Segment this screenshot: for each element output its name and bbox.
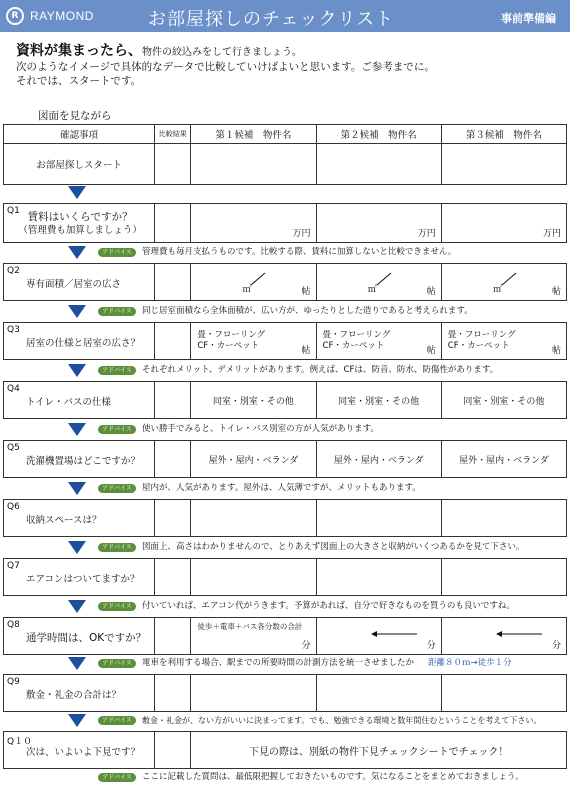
q7-text: エアコンはついてますか？ — [26, 574, 140, 585]
q6-cand1[interactable] — [191, 500, 316, 537]
q3-cand1[interactable]: 畳・フローリング CF・カーペット 帖 — [191, 323, 316, 360]
q5-cand2[interactable]: 屋外・屋内・ベランダ — [316, 441, 441, 478]
compare-cell[interactable] — [155, 144, 191, 185]
q7-cand1[interactable] — [191, 559, 316, 596]
q2-cand2[interactable]: ㎡ 帖 — [316, 264, 441, 301]
intro-text — [16, 44, 556, 88]
left-arrow-icon — [496, 631, 542, 637]
q7-num: Q7 — [7, 561, 20, 571]
down-arrow-icon — [68, 305, 86, 318]
q2-compare[interactable] — [155, 264, 191, 301]
intro-lead-small: 物件の絞込みをして行きましょう。 — [142, 47, 302, 58]
q9-cand1[interactable] — [191, 675, 316, 712]
advice-badge: アドバイス — [98, 484, 136, 493]
down-arrow-icon — [68, 364, 86, 377]
advice-row-q4 — [0, 423, 570, 437]
advice-badge: アドバイス — [98, 425, 136, 434]
cand2-cell[interactable] — [316, 144, 441, 185]
q1-cand1[interactable]: 万円 — [191, 204, 316, 243]
logo-r-icon: R — [6, 7, 24, 25]
q5-cand3[interactable]: 屋外・屋内・ベランダ — [441, 441, 566, 478]
q3-question — [4, 323, 155, 360]
q2-cand1[interactable]: ㎡ 帖 — [191, 264, 316, 301]
q9-compare[interactable] — [155, 675, 191, 712]
q1-num: Q1 — [7, 206, 20, 216]
header-compare: 比較結果 — [155, 125, 191, 144]
q6-text: 収納スペースは？ — [26, 515, 102, 526]
advice-text: 敷金・礼金が、ない方がいいに決まってます。でも、勉強できる環境と数年間住むということを考えて下さい。 — [142, 716, 542, 725]
advice-text: 図面上、高さはわかりませんので、とりあえず図面上の大きさと収納がいくつあるかを見て下さい。 — [142, 542, 525, 552]
q8-question — [4, 618, 155, 655]
q8-cand3[interactable]: 分 — [441, 618, 566, 655]
header-cand3: 第３候補 物件名 — [441, 125, 566, 144]
q5-num: Q5 — [7, 443, 20, 453]
header-cand1: 第１候補 物件名 — [191, 125, 316, 144]
q1-table — [3, 203, 567, 243]
q3-num: Q3 — [7, 325, 20, 335]
q5-question — [4, 441, 155, 478]
logo-text: RAYMOND — [30, 9, 94, 23]
q5-compare[interactable] — [155, 441, 191, 478]
q7-question — [4, 559, 155, 596]
q2-text: 専有面積／居室の広さ — [26, 279, 122, 290]
q1-subtext: （管理費も加算しましょう） — [18, 225, 142, 236]
q3-text: 居室の仕様と居室の広さ？ — [26, 338, 141, 349]
q1-text: 賃料はいくらですか？ — [27, 211, 133, 223]
advice-row-q10 — [0, 771, 570, 785]
caption: 図面を見ながら — [38, 110, 112, 122]
advice-row-q5 — [0, 482, 570, 496]
advice-text: 管理費も毎月支払うものです。比較する際、賃料に加算しないと比較できません。 — [142, 247, 457, 257]
q7-compare[interactable] — [155, 559, 191, 596]
down-arrow-icon — [68, 482, 86, 495]
q4-cand3[interactable]: 同室・別室・その他 — [441, 382, 566, 419]
advice-row-q1 — [0, 246, 570, 260]
start-label: お部屋探しスタート — [4, 144, 155, 185]
q6-compare[interactable] — [155, 500, 191, 537]
q10-compare[interactable] — [155, 732, 191, 769]
advice-badge: アドバイス — [98, 773, 136, 782]
q2-cand3[interactable]: ㎡ 帖 — [441, 264, 566, 301]
q3-table — [3, 322, 567, 360]
down-arrow-icon — [68, 714, 86, 727]
header-item: 確認事項 — [4, 125, 155, 144]
q7-cand3[interactable] — [441, 559, 566, 596]
advice-text: ここに記載した質問は、最低限把握しておきたいものです。気になることをまとめておきましょう。 — [142, 772, 524, 782]
q8-cand1[interactable]: 徒歩＋電車＋バス各分数の合計 分 — [191, 618, 316, 655]
header-banner — [0, 0, 570, 32]
q3-compare[interactable] — [155, 323, 191, 360]
q6-table — [3, 499, 567, 537]
q8-cand2[interactable]: 分 — [316, 618, 441, 655]
advice-note: 距離８０ｍ→徒歩１分 — [428, 658, 512, 668]
q4-table — [3, 381, 567, 419]
advice-text: 同じ居室面積なら全体面積が、広い方が、ゆったりとした造りであると考えられます。 — [142, 306, 473, 316]
q2-table — [3, 263, 567, 301]
q1-cand3[interactable]: 万円 — [441, 204, 566, 243]
q9-cand3[interactable] — [441, 675, 566, 712]
q8-text: 通学時間は、OKですか？ — [26, 632, 147, 644]
advice-row-q2 — [0, 305, 570, 319]
left-arrow-icon — [371, 631, 417, 637]
q6-cand3[interactable] — [441, 500, 566, 537]
header-cand2: 第２候補 物件名 — [316, 125, 441, 144]
q4-cand1[interactable]: 同室・別室・その他 — [191, 382, 316, 419]
advice-text: 付いていれば、エアコン代がうきます。予算があれば、自分で好きなものを買うのも良いですね。 — [142, 601, 515, 611]
down-arrow-icon — [68, 541, 86, 554]
q9-question — [4, 675, 155, 712]
arrow-row — [0, 186, 570, 200]
q9-cand2[interactable] — [316, 675, 441, 712]
advice-text: 屋内が、人気があります。屋外は、人気薄ですが、メリットもあります。 — [142, 483, 421, 493]
advice-row-q7 — [0, 600, 570, 614]
advice-row-q3 — [0, 364, 570, 378]
q6-question — [4, 500, 155, 537]
section-tag: 事前準備編 — [501, 12, 556, 25]
advice-row-q8 — [0, 657, 570, 671]
q7-table — [3, 558, 567, 596]
q5-text: 洗濯機置場はどこですか？ — [26, 456, 141, 467]
q9-num: Q9 — [7, 677, 20, 687]
q2-question — [4, 264, 155, 301]
down-arrow-icon — [68, 600, 86, 613]
intro-lead: 資料が集まったら、 — [16, 43, 142, 59]
advice-text: 使い勝手でみると、トイレ・バス別室の方が人気があります。 — [142, 424, 379, 434]
advice-badge: アドバイス — [98, 248, 136, 257]
cand3-cell[interactable] — [441, 144, 566, 185]
q3-cand2[interactable]: 畳・フローリング CF・カーペット 帖 — [316, 323, 441, 360]
raymond-logo — [6, 7, 94, 25]
q7-cand2[interactable] — [316, 559, 441, 596]
advice-badge: アドバイス — [98, 543, 136, 552]
q6-num: Q6 — [7, 502, 20, 512]
q10-merged-note: 下見の際は、別紙の物件下見チェックシートでチェック！ — [191, 732, 567, 769]
q8-num: Q8 — [7, 620, 20, 630]
down-arrow-icon — [68, 423, 86, 436]
q5-table — [3, 440, 567, 478]
q1-compare[interactable] — [155, 204, 191, 243]
q2-num: Q2 — [7, 266, 20, 276]
q1-cand2[interactable]: 万円 — [316, 204, 441, 243]
down-arrow-icon — [68, 657, 86, 670]
q10-text: 次は、いよいよ下見です？ — [26, 747, 141, 758]
advice-badge: アドバイス — [98, 716, 136, 725]
q9-text: 敷金・礼金の合計は？ — [26, 690, 122, 701]
q10-num: Q１０ — [7, 737, 33, 747]
q8-table — [3, 617, 567, 655]
q4-num: Q4 — [7, 384, 20, 394]
q5-cand1[interactable]: 屋外・屋内・ベランダ — [191, 441, 316, 478]
q10-question — [4, 732, 155, 769]
q4-text: トイレ・バスの仕様 — [26, 397, 112, 408]
advice-row-q9 — [0, 714, 570, 728]
q10-table — [3, 731, 567, 769]
q4-question — [4, 382, 155, 419]
q4-compare[interactable] — [155, 382, 191, 419]
down-arrow-icon — [68, 186, 86, 199]
intro-line3: それでは、スタートです。 — [16, 75, 142, 87]
advice-row-q6 — [0, 541, 570, 555]
advice-badge: アドバイス — [98, 659, 136, 668]
advice-text: 電車を利用する場合、駅までの所要時間の計測方法を統一させましたか 距離８０ｍ→徒歩１分 — [142, 658, 512, 668]
q9-table — [3, 674, 567, 712]
checklist-header-table — [3, 124, 567, 185]
q6-cand2[interactable] — [316, 500, 441, 537]
advice-badge: アドバイス — [98, 602, 136, 611]
advice-badge: アドバイス — [98, 307, 136, 316]
q3-cand3[interactable]: 畳・フローリング CF・カーペット 帖 — [441, 323, 566, 360]
down-arrow-icon — [68, 246, 86, 259]
page-title: お部屋探しのチェックリスト — [148, 9, 395, 30]
intro-line2: 次のようなイメージで具体的なデータで比較していけばよいと思います。ご参考までに。 — [16, 61, 435, 73]
advice-text: それぞれメリット、デメリットがあります。例えば、CFは、防音、防水、防傷性があります。 — [142, 365, 499, 375]
cand1-cell[interactable] — [191, 144, 316, 185]
q4-cand2[interactable]: 同室・別室・その他 — [316, 382, 441, 419]
advice-badge: アドバイス — [98, 366, 136, 375]
q8-compare[interactable] — [155, 618, 191, 655]
q1-question — [4, 204, 155, 243]
